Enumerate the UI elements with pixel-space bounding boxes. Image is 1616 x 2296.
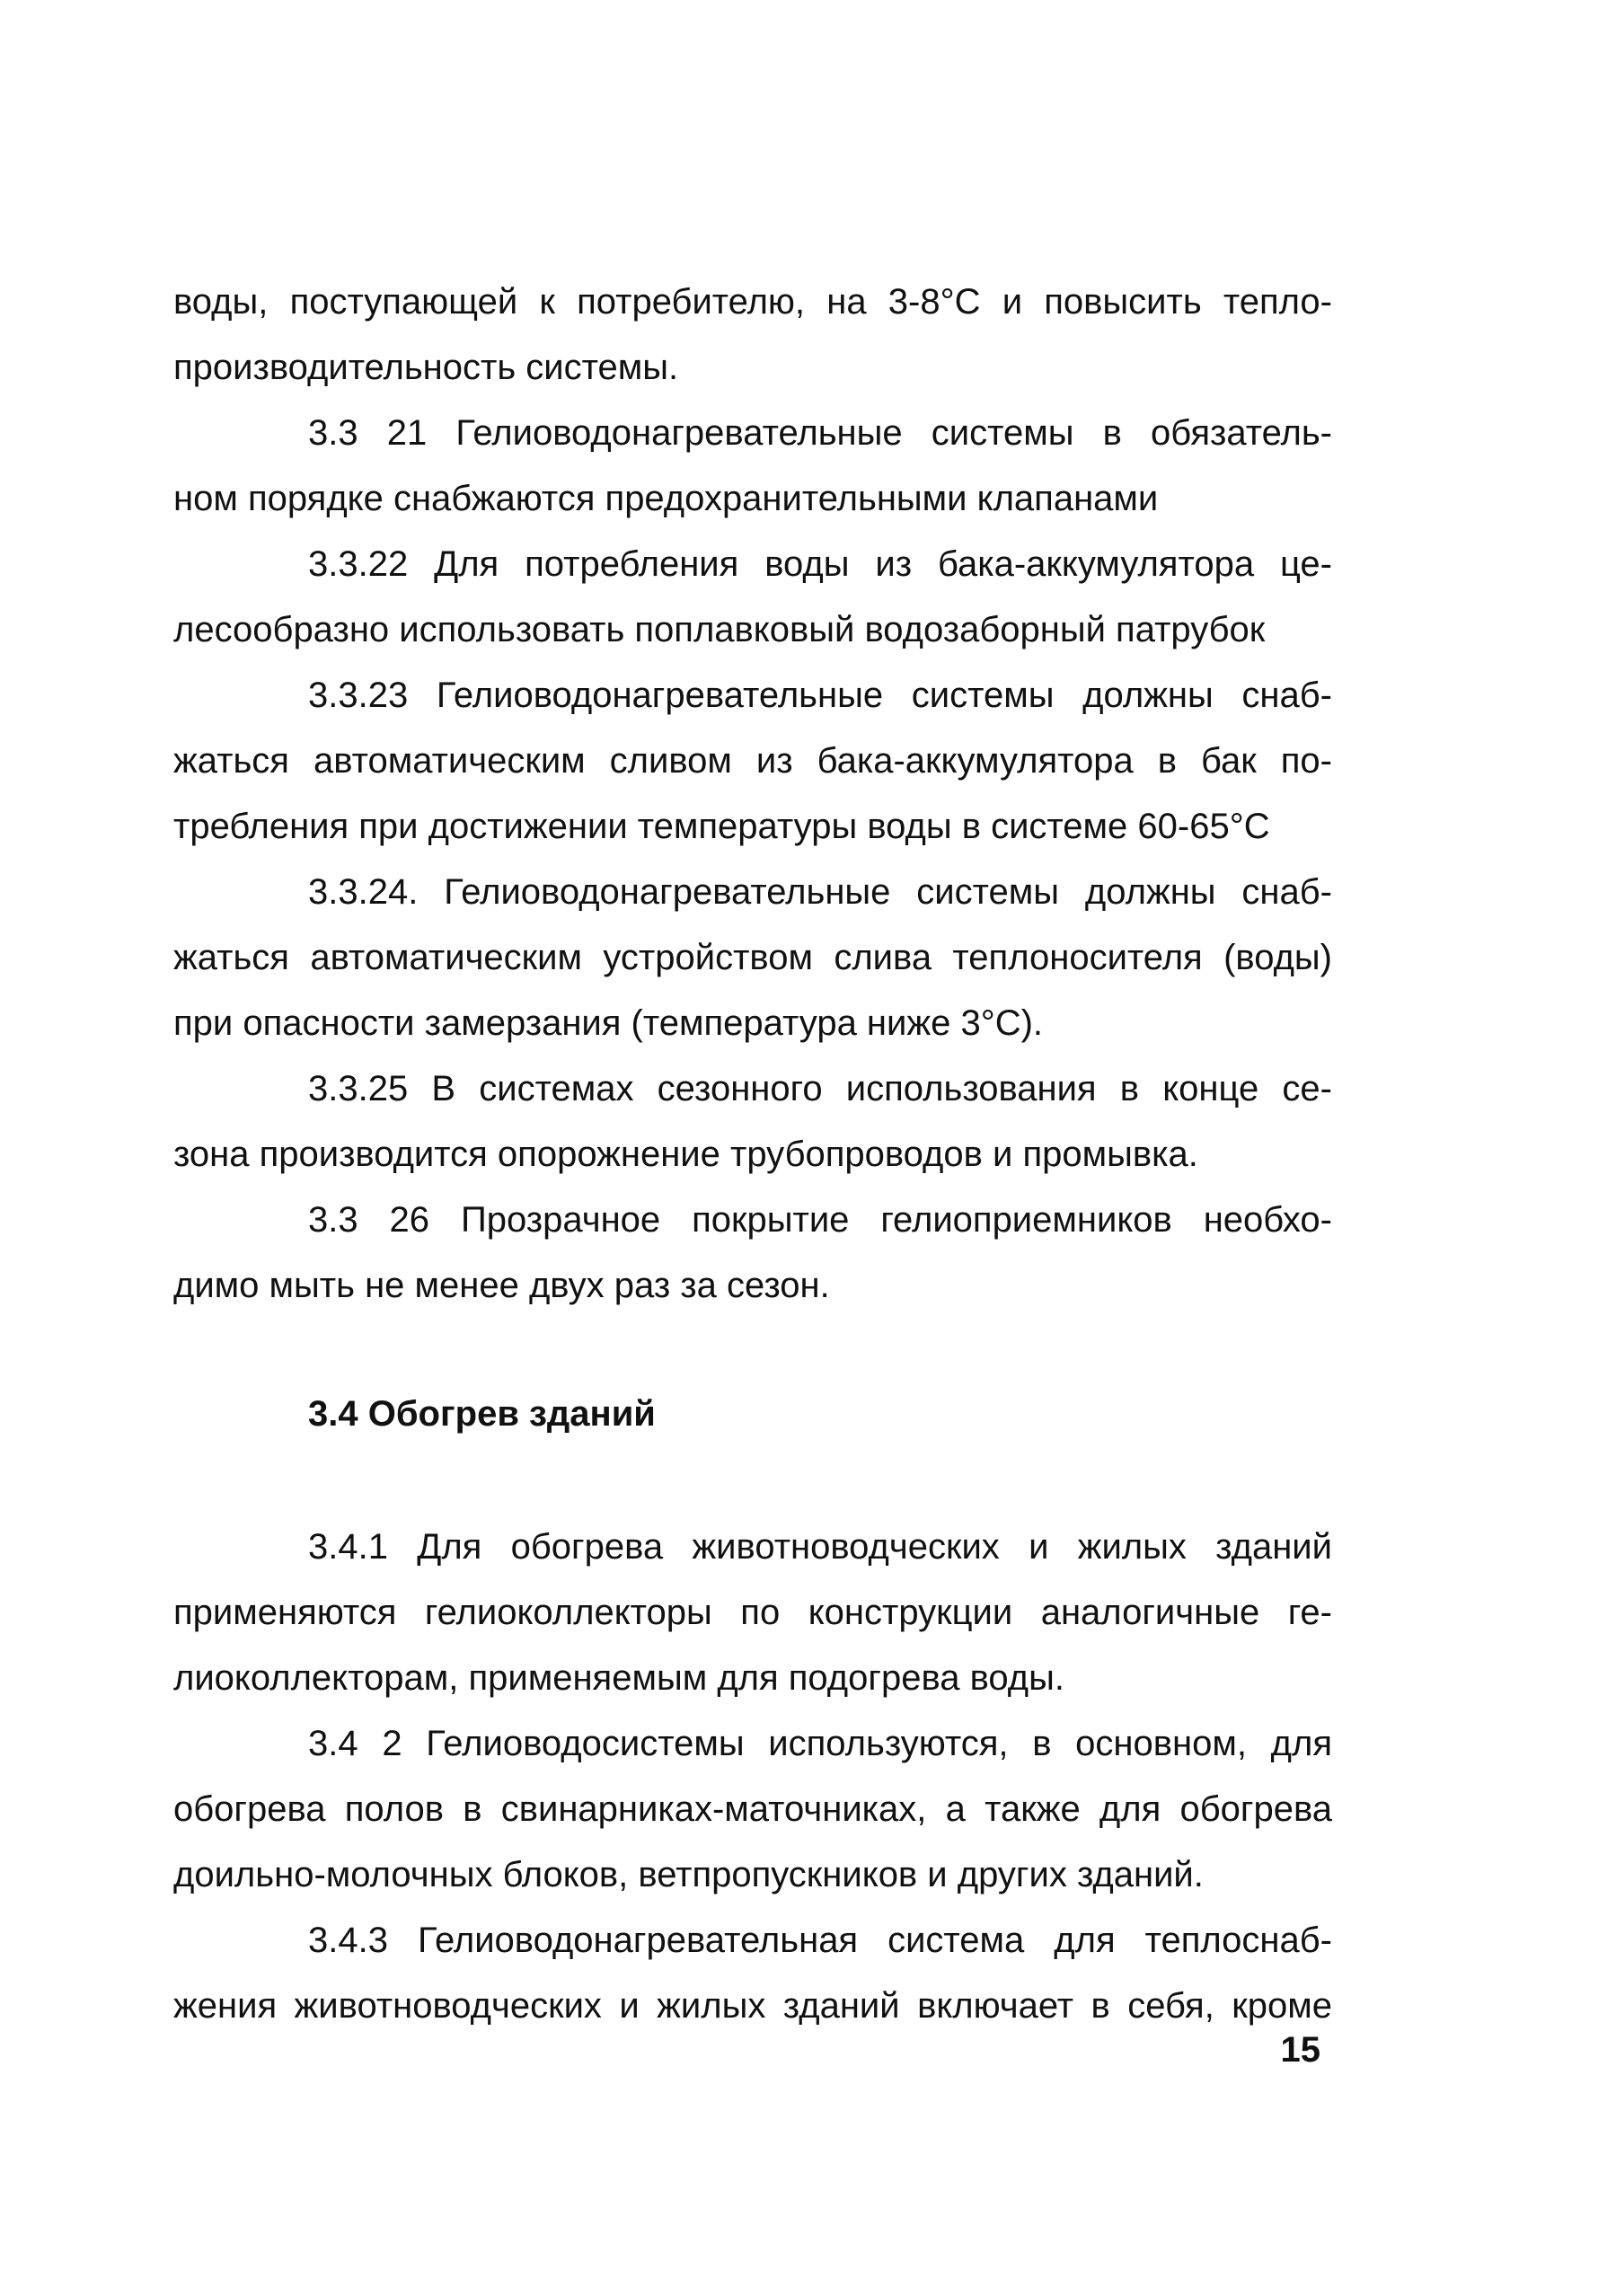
paragraph-3-4-1-line: лиоколлекторам, применяемым для подогрева воды. [173,1658,1064,1698]
paragraph-3-3-26-line: 3.3 26 Прозрачное покрытие гелиоприемников необхо- [308,1200,1332,1240]
paragraph-3-3-24-line: жаться автоматическим устройством слива теплоносителя (воды) [173,938,1332,977]
section-heading: 3.4 Обогрев зданий [308,1394,656,1434]
paragraph-3-3-26-line: димо мыть не менее двух раз за сезон. [173,1266,830,1305]
paragraph-3-4-2-line: обогрева полов в свинарниках-маточниках, а также для обогрева [173,1789,1332,1829]
paragraph-3-3-22-line: 3.3.22 Для потребления воды из бака-аккумулятора це- [308,544,1332,584]
paragraph-3-4-3-line: жения животноводческих и жилых зданий включает в себя, кроме [173,1986,1332,2026]
paragraph-3-3-24-line: 3.3.24. Гелиоводонагревательные системы должны снаб- [308,872,1332,912]
paragraph-3-3-21-line: ном порядке снабжаются предохранительными клапанами [173,479,1159,518]
paragraph-3-4-2-line: 3.4 2 Гелиоводосистемы используются, в основном, для [308,1724,1332,1763]
text-line: воды, поступающей к потребителю, на 3-8°С и повысить тепло- [173,282,1332,322]
page-body [173,269,1332,2039]
paragraph-3-4-1-line: применяются гелиоколлекторы по конструкции аналогичные ге- [173,1593,1332,1632]
paragraph-3-3-21-line: 3.3 21 Гелиоводонагревательные системы в обязатель- [308,413,1332,453]
paragraph-3-3-22-line: лесообразно использовать поплавковый водозаборный патрубок [173,610,1266,649]
paragraph-3-3-25-line: 3.3.25 В системах сезонного использования в конце се- [308,1069,1332,1108]
paragraph-3-4-3-line: 3.4.3 Гелиоводонагревательная система для теплоснаб- [308,1921,1332,1960]
paragraph-3-3-24-line: при опасности замерзания (температура ниже 3°С). [173,1003,1044,1043]
paragraph-3-3-23-line: требления при достижении температуры воды в системе 60-65°С [173,807,1270,846]
page-number: 15 [1280,2030,1320,2070]
paragraph-3-4-2-line: доильно-молочных блоков, ветпропускников и других зданий. [173,1855,1204,1894]
paragraph-3-4-1-line: 3.4.1 Для обогрева животноводческих и жилых зданий [308,1527,1332,1567]
paragraph-3-3-25-line: зона производится опорожнение трубопроводов и промывка. [173,1135,1198,1174]
paragraph-3-3-23-line: 3.3.23 Гелиоводонагревательные системы должны снаб- [308,676,1332,715]
paragraph-3-3-23-line: жаться автоматическим сливом из бака-аккумулятора в бак по- [173,741,1332,781]
text-line: производительность системы. [173,348,679,387]
